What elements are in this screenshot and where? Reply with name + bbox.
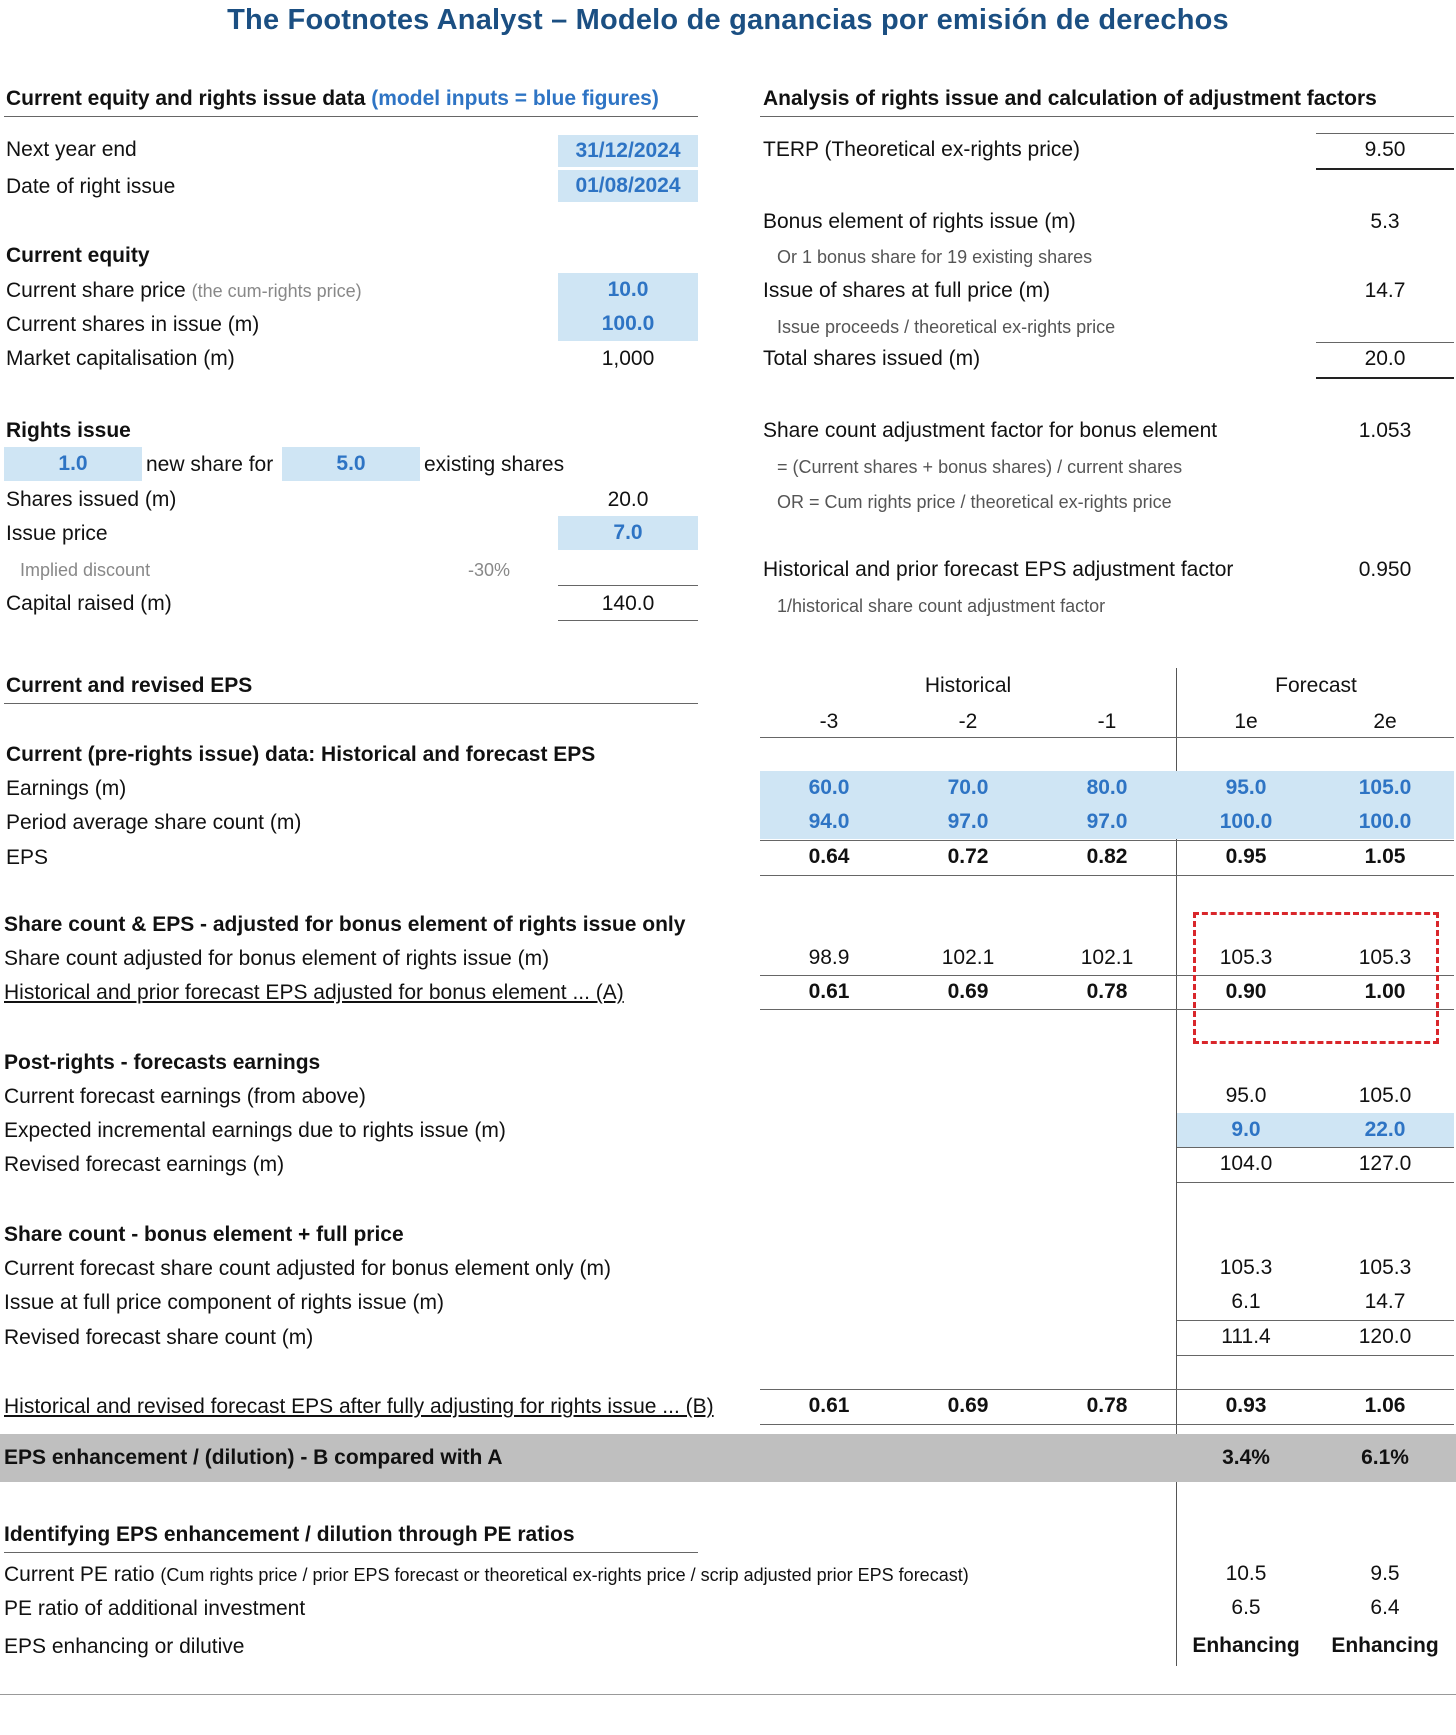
bonus-eps-value: 1.00 [1364,980,1406,1003]
eps-label: EPS [6,846,49,869]
implied-discount-label: Implied discount [20,560,151,580]
adj-factor-label: Share count adjustment factor for bonus element [763,419,1218,442]
date-rights-label: Date of right issue [6,175,176,198]
cur-fc-label: Current forecast earnings (from above) [4,1085,366,1108]
adj-note-2: OR = Cum rights price / theoretical ex-rights price [777,492,1172,512]
bonus-eps-label: Historical and prior forecast EPS adjusted for bonus element ... (A) [4,981,624,1004]
enh-dil-value: Enhancing [1331,1634,1439,1657]
cur-fc-value: 105.0 [1358,1084,1412,1107]
eps-factor-value: 0.950 [1358,558,1412,581]
earnings-input[interactable]: 60.0 [808,776,850,799]
divider [1177,1355,1454,1356]
rev-earn-value: 104.0 [1219,1152,1273,1175]
divider [4,116,698,117]
equity-section-header [6,84,659,114]
market-cap-value: 1,000 [601,347,655,370]
enhancement-label: EPS enhancement / (dilution) - B compared with A [4,1446,503,1469]
avg-count-input[interactable]: 97.0 [947,810,989,833]
analysis-section-header: Analysis of rights issue and calculation of adjustment factors [763,87,1377,110]
share-price-label-text: Current share price [6,279,186,302]
eps-value: 0.95 [1225,845,1267,868]
enh-dil-label: EPS enhancing or dilutive [4,1635,245,1658]
bonus-element-label: Bonus element of rights issue (m) [763,210,1076,233]
total-issued-label: Total shares issued (m) [763,347,981,370]
earnings-input[interactable]: 70.0 [947,776,989,799]
earnings-input[interactable]: 80.0 [1086,776,1128,799]
equity-header-text: Current equity and rights issue data [6,87,366,110]
divider [760,875,1454,876]
rev-count-value: 111.4 [1221,1325,1271,1348]
incremental-label: Expected incremental earnings due to rights issue (m) [4,1119,506,1142]
eps-value: 0.64 [808,845,850,868]
enhancement-value: 3.4% [1222,1446,1270,1469]
period-header: -3 [819,710,839,733]
divider [760,116,1454,117]
share-count-header: Share count - bonus element + full price [4,1223,404,1246]
bonus-count-value: 98.9 [808,946,850,969]
equity-header-note: (model inputs = blue figures) [371,87,659,110]
eps-value: 0.72 [947,845,989,868]
divider [4,703,698,704]
enh-dil-value: Enhancing [1192,1634,1300,1657]
issue-price-input[interactable]: 7.0 [558,516,698,550]
avg-count-input[interactable]: 94.0 [808,810,850,833]
new-share-for-label: new share for [146,453,274,476]
divider [4,1552,698,1553]
bonus-element-value: 5.3 [1370,210,1400,233]
existing-qty-input[interactable]: 5.0 [282,447,420,481]
next-year-end-input[interactable]: 31/12/2024 [558,135,698,167]
avg-count-input[interactable]: 97.0 [1086,810,1128,833]
earnings-label: Earnings (m) [6,777,127,800]
rev-count-label: Revised forecast share count (m) [4,1326,314,1349]
period-header: -1 [1097,710,1117,733]
divider [1316,168,1454,170]
bottom-divider [0,1694,1456,1695]
eps-section-header: Current and revised EPS [6,674,253,697]
bonus-count-value: 102.1 [1080,946,1134,969]
avg-count-input[interactable]: 100.0 [1219,810,1273,833]
full-comp-label: Issue at full price component of rights issue (m) [4,1291,445,1314]
pre-rights-header: Current (pre-rights issue) data: Historical and forecast EPS [6,743,596,766]
b-eps-label: Historical and revised forecast EPS after fully adjusting for rights issue ... (B) [4,1395,714,1418]
incremental-input[interactable]: 22.0 [1364,1118,1406,1141]
post-rights-header: Post-rights - forecasts earnings [4,1051,321,1074]
b-eps-value: 0.93 [1225,1394,1267,1417]
fc-count-value: 105.3 [1219,1256,1273,1279]
eps-value: 0.82 [1086,845,1128,868]
divider [1316,342,1454,343]
page-title: The Footnotes Analyst – Modelo de ganancias por emisión de derechos [227,4,1229,36]
avg-count-label: Period average share count (m) [6,811,302,834]
cur-pe-label-text: Current PE ratio [4,1563,155,1586]
b-eps-value: 1.06 [1364,1394,1406,1417]
divider [558,620,698,621]
fc-count-value: 105.3 [1358,1256,1412,1279]
share-price-note: (the cum-rights price) [191,281,362,301]
full-price-note: Issue proceeds / theoretical ex-rights price [777,317,1116,337]
incremental-input[interactable]: 9.0 [1231,1118,1261,1141]
full-comp-value: 14.7 [1364,1290,1406,1313]
cur-pe-value: 9.5 [1370,1562,1400,1585]
eps-factor-label: Historical and prior forecast EPS adjustment factor [763,558,1234,581]
divider [1316,133,1454,134]
full-comp-value: 6.1 [1231,1290,1261,1313]
b-eps-value: 0.61 [808,1394,850,1417]
total-issued-value: 20.0 [1364,347,1406,370]
rev-earn-value: 127.0 [1358,1152,1412,1175]
existing-shares-label: existing shares [424,453,565,476]
date-rights-input[interactable]: 01/08/2024 [558,170,698,202]
period-header: 2e [1373,710,1397,733]
bonus-eps-value: 0.61 [808,980,850,1003]
enhancement-value: 6.1% [1361,1446,1409,1469]
add-pe-label: PE ratio of additional investment [4,1597,306,1620]
rev-earn-label: Revised forecast earnings (m) [4,1153,285,1176]
market-cap-label: Market capitalisation (m) [6,347,235,370]
period-header: -2 [958,710,978,733]
divider [558,585,698,586]
cur-pe-value: 10.5 [1225,1562,1267,1585]
earnings-input[interactable]: 95.0 [1225,776,1267,799]
terp-label: TERP (Theoretical ex-rights price) [763,138,1081,161]
fc-count-label: Current forecast share count adjusted for bonus element only (m) [4,1257,611,1280]
cur-fc-value: 95.0 [1225,1084,1267,1107]
bonus-count-label: Share count adjusted for bonus element of rights issue (m) [4,947,550,970]
historical-header: Historical [924,674,1012,697]
period-header: 1e [1234,710,1258,733]
adj-note-1: = (Current shares + bonus shares) / current shares [777,457,1183,477]
add-pe-value: 6.4 [1370,1596,1400,1619]
highlight-box [1193,912,1439,1044]
issue-price-label: Issue price [6,522,108,545]
forecast-header: Forecast [1275,674,1357,697]
rev-count-value: 120.0 [1358,1325,1412,1348]
shares-in-issue-label: Current shares in issue (m) [6,313,260,336]
shares-in-issue-input[interactable]: 100.0 [558,307,698,341]
terp-value: 9.50 [1364,138,1406,161]
divider [760,1424,1454,1425]
eps-factor-note: 1/historical share count adjustment factor [777,596,1106,616]
bonus-eps-value: 0.78 [1086,980,1128,1003]
capital-raised-value: 140.0 [601,592,655,615]
bonus-count-value: 105.3 [1358,946,1412,969]
b-eps-value: 0.69 [947,1394,989,1417]
full-price-label: Issue of shares at full price (m) [763,279,1051,302]
bonus-section-header: Share count & EPS - adjusted for bonus element of rights issue only [4,913,686,936]
cur-pe-note: (Cum rights price / prior EPS forecast or theoretical ex-rights price / scrip adjusted prior EPS forecast) [160,1565,969,1585]
add-pe-value: 6.5 [1231,1596,1261,1619]
new-share-qty-input[interactable]: 1.0 [4,447,142,481]
rights-issue-header: Rights issue [6,419,131,442]
earnings-input[interactable]: 105.0 [1358,776,1412,799]
share-price-label [6,276,362,306]
current-equity-header: Current equity [6,244,150,267]
capital-raised-label: Capital raised (m) [6,592,172,615]
bonus-note: Or 1 bonus share for 19 existing shares [777,247,1093,267]
bonus-count-value: 105.3 [1219,946,1273,969]
shares-issued-label: Shares issued (m) [6,488,177,511]
bonus-eps-value: 0.90 [1225,980,1267,1003]
shares-issued-value: 20.0 [607,488,649,511]
bonus-eps-value: 0.69 [947,980,989,1003]
bonus-count-value: 102.1 [941,946,995,969]
divider [1177,1182,1454,1183]
divider [1316,377,1454,379]
b-eps-value: 0.78 [1086,1394,1128,1417]
share-price-input[interactable]: 10.0 [558,273,698,307]
cur-pe-label [4,1560,969,1590]
eps-value: 1.05 [1364,845,1406,868]
divider [760,737,1454,738]
next-year-end-label: Next year end [6,138,137,161]
pe-section-header: Identifying EPS enhancement / dilution through PE ratios [4,1523,575,1546]
adj-factor-value: 1.053 [1358,419,1412,442]
avg-count-input[interactable]: 100.0 [1358,810,1412,833]
full-price-value: 14.7 [1364,279,1406,302]
implied-discount-value: -30% [468,560,511,580]
